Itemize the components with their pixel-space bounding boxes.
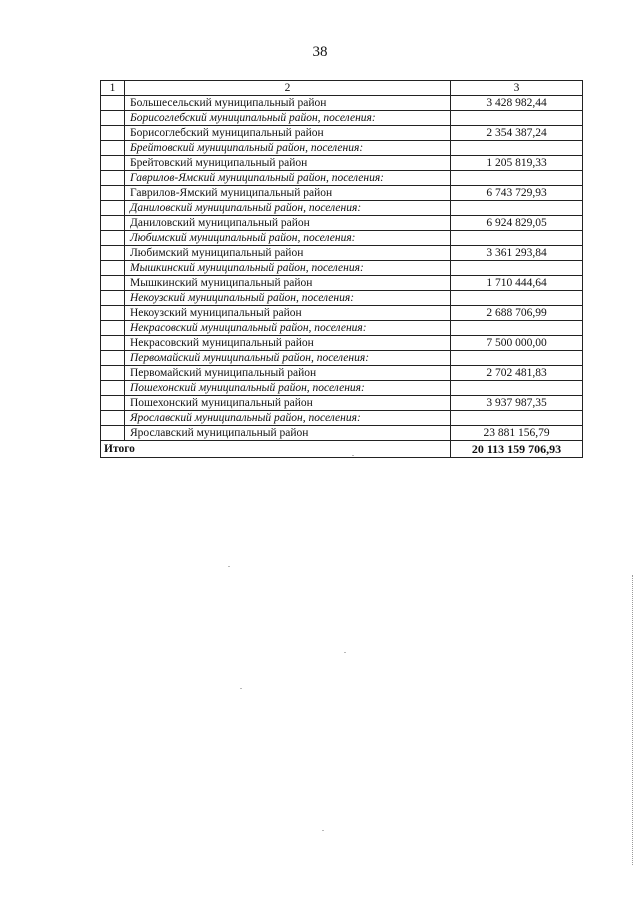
row-index-cell (101, 231, 125, 246)
row-index-cell (101, 396, 125, 411)
scan-speck (240, 688, 242, 689)
row-index-cell (101, 111, 125, 126)
row-index-cell (101, 126, 125, 141)
row-name-cell: Мышкинский муниципальный район, поселения: (125, 261, 451, 276)
settlement-heading-row (101, 261, 583, 276)
row-name-cell: Гаврилов-Ямский муниципальный район, поселения: (125, 171, 451, 186)
column-header-2: 2 (125, 81, 451, 96)
row-amount-cell (451, 201, 583, 216)
row-name-cell: Мышкинский муниципальный район (125, 276, 451, 291)
district-row (101, 96, 583, 111)
row-amount-cell (451, 291, 583, 306)
row-name-cell: Даниловский муниципальный район (125, 216, 451, 231)
row-name-cell: Любимский муниципальный район (125, 246, 451, 261)
row-amount-cell (451, 321, 583, 336)
district-row (101, 156, 583, 171)
row-amount-cell (451, 411, 583, 426)
row-index-cell (101, 216, 125, 231)
row-index-cell (101, 321, 125, 336)
row-amount-cell: 23 881 156,79 (451, 426, 583, 441)
district-row (101, 336, 583, 351)
row-name-cell: Большесельский муниципальный район (125, 96, 451, 111)
column-header-3: 3 (451, 81, 583, 96)
total-amount: 20 113 159 706,93 (451, 441, 583, 458)
settlement-heading-row (101, 171, 583, 186)
row-name-cell: Первомайский муниципальный район, поселения: (125, 351, 451, 366)
budget-table (100, 80, 583, 458)
settlement-heading-row (101, 411, 583, 426)
row-name-cell: Некрасовский муниципальный район (125, 336, 451, 351)
scan-speck (228, 566, 230, 567)
row-index-cell (101, 261, 125, 276)
row-amount-cell: 6 924 829,05 (451, 216, 583, 231)
total-row (101, 441, 583, 458)
row-name-cell: Гаврилов-Ямский муниципальный район (125, 186, 451, 201)
row-index-cell (101, 186, 125, 201)
settlement-heading-row (101, 351, 583, 366)
total-label: Итого (101, 441, 451, 458)
row-amount-cell (451, 141, 583, 156)
district-row (101, 216, 583, 231)
row-index-cell (101, 141, 125, 156)
row-name-cell: Пошехонский муниципальный район (125, 396, 451, 411)
district-row (101, 306, 583, 321)
row-name-cell: Пошехонский муниципальный район, поселения: (125, 381, 451, 396)
row-amount-cell (451, 381, 583, 396)
row-amount-cell: 3 428 982,44 (451, 96, 583, 111)
row-index-cell (101, 291, 125, 306)
district-row (101, 126, 583, 141)
settlement-heading-row (101, 201, 583, 216)
row-name-cell: Даниловский муниципальный район, поселения: (125, 201, 451, 216)
column-header-1: 1 (101, 81, 125, 96)
row-index-cell (101, 156, 125, 171)
settlement-heading-row (101, 291, 583, 306)
row-name-cell: Борисоглебский муниципальный район (125, 126, 451, 141)
row-amount-cell (451, 171, 583, 186)
row-name-cell: Брейтовский муниципальный район (125, 156, 451, 171)
settlement-heading-row (101, 231, 583, 246)
row-amount-cell (451, 111, 583, 126)
row-amount-cell: 2 688 706,99 (451, 306, 583, 321)
district-row (101, 396, 583, 411)
row-index-cell (101, 246, 125, 261)
row-name-cell: Брейтовский муниципальный район, поселения: (125, 141, 451, 156)
row-amount-cell: 7 500 000,00 (451, 336, 583, 351)
district-row (101, 246, 583, 261)
row-name-cell: Некоузский муниципальный район (125, 306, 451, 321)
row-name-cell: Некоузский муниципальный район, поселения: (125, 291, 451, 306)
row-index-cell (101, 96, 125, 111)
district-row (101, 366, 583, 381)
row-amount-cell: 1 205 819,33 (451, 156, 583, 171)
row-index-cell (101, 276, 125, 291)
page-number: 38 (312, 44, 328, 60)
row-amount-cell: 6 743 729,93 (451, 186, 583, 201)
row-name-cell: Любимский муниципальный район, поселения: (125, 231, 451, 246)
row-name-cell: Ярославский муниципальный район, поселения: (125, 411, 451, 426)
settlement-heading-row (101, 141, 583, 156)
row-amount-cell: 2 702 481,83 (451, 366, 583, 381)
row-index-cell (101, 366, 125, 381)
row-index-cell (101, 426, 125, 441)
settlement-heading-row (101, 321, 583, 336)
settlement-heading-row (101, 381, 583, 396)
row-index-cell (101, 306, 125, 321)
district-row (101, 276, 583, 291)
table-header-row (101, 81, 583, 96)
row-name-cell: Борисоглебский муниципальный район, поселения: (125, 111, 451, 126)
row-amount-cell: 3 937 987,35 (451, 396, 583, 411)
table-body (101, 96, 583, 441)
scan-edge-mark (632, 575, 634, 865)
row-index-cell (101, 381, 125, 396)
row-amount-cell (451, 351, 583, 366)
scan-speck (344, 652, 346, 653)
row-index-cell (101, 351, 125, 366)
row-index-cell (101, 201, 125, 216)
row-name-cell: Первомайский муниципальный район (125, 366, 451, 381)
row-amount-cell: 2 354 387,24 (451, 126, 583, 141)
row-amount-cell: 3 361 293,84 (451, 246, 583, 261)
row-amount-cell: 1 710 444,64 (451, 276, 583, 291)
row-amount-cell (451, 261, 583, 276)
row-index-cell (101, 336, 125, 351)
row-name-cell: Ярославский муниципальный район (125, 426, 451, 441)
row-amount-cell (451, 231, 583, 246)
settlement-heading-row (101, 111, 583, 126)
scan-speck (352, 455, 354, 456)
row-name-cell: Некрасовский муниципальный район, поселения: (125, 321, 451, 336)
row-index-cell (101, 411, 125, 426)
district-row (101, 186, 583, 201)
scan-speck (322, 830, 324, 831)
row-index-cell (101, 171, 125, 186)
district-row (101, 426, 583, 441)
